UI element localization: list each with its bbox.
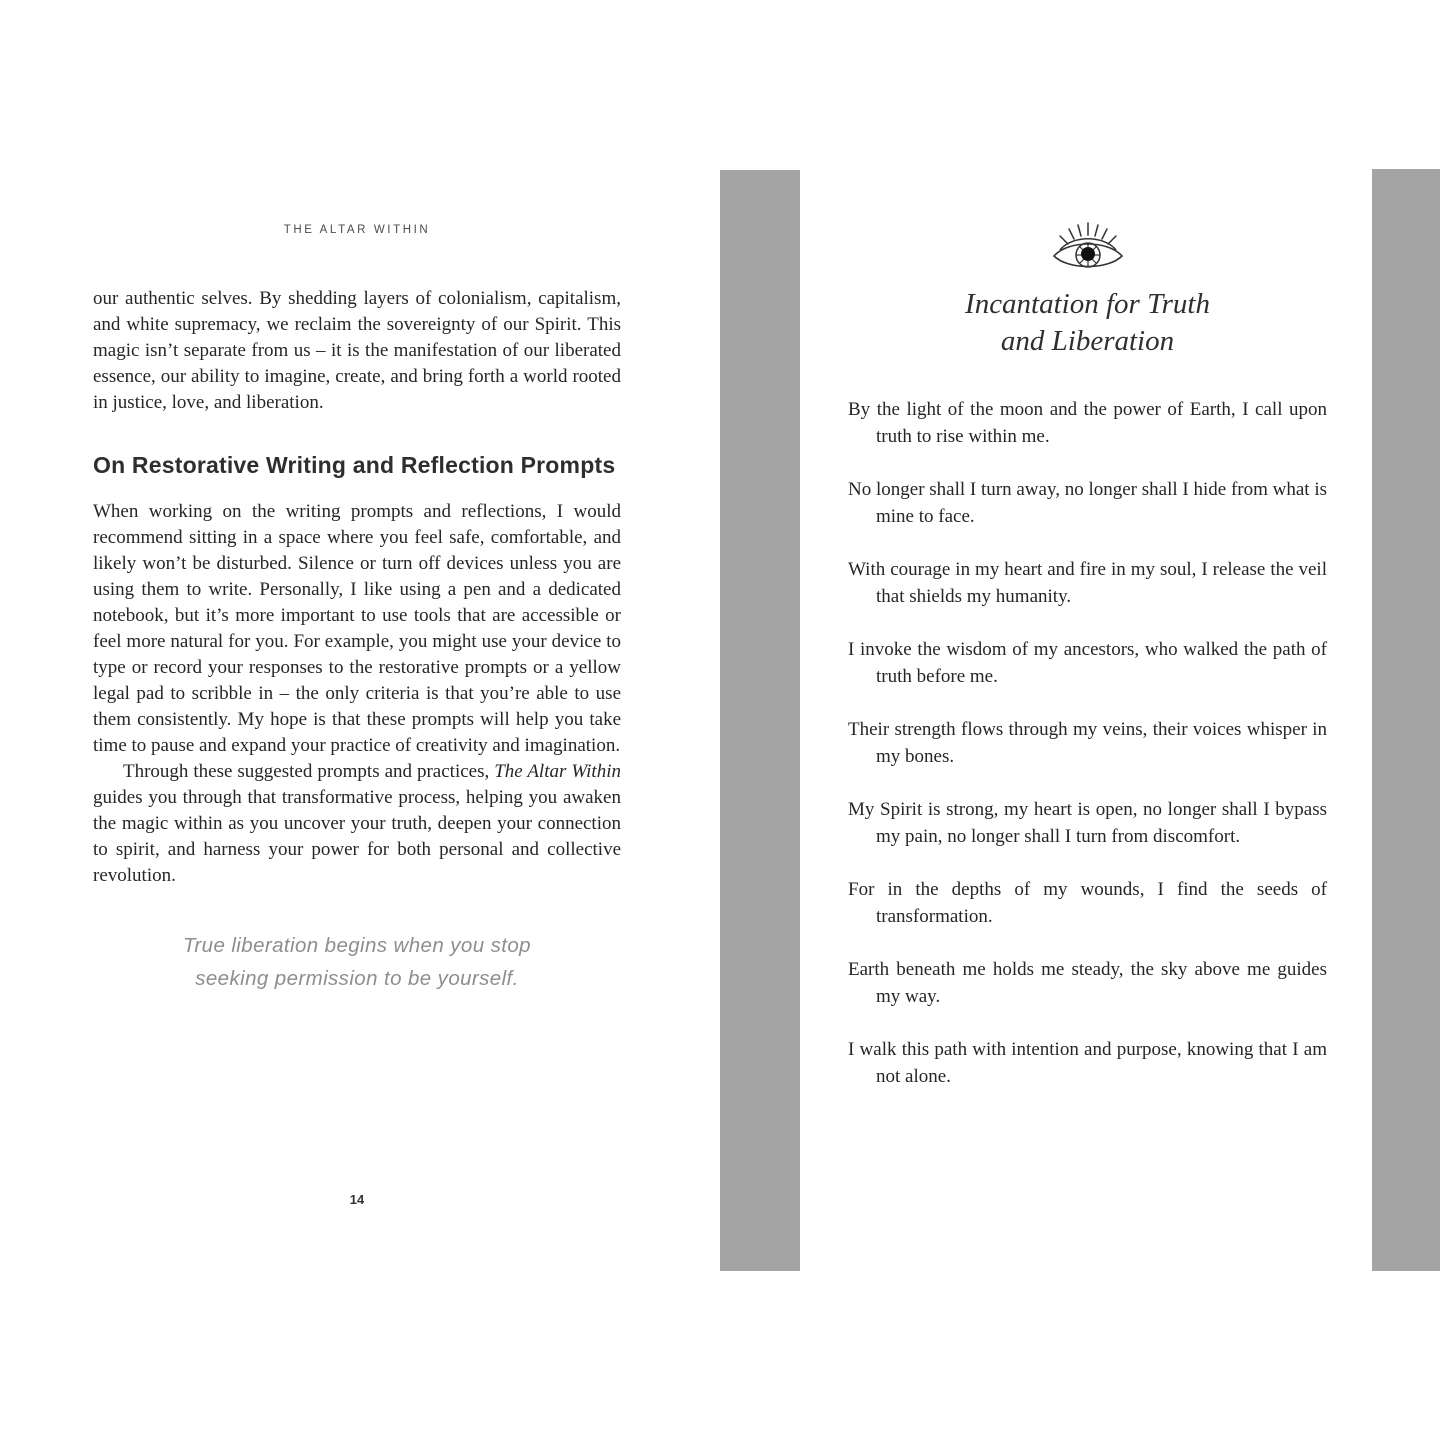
- incantation-stanza: With courage in my heart and fire in my soul, I release the veil that shields my humanity.: [848, 559, 1327, 607]
- left-page-paragraph-2: When working on the writing prompts and reflections, I would recommend sitting in a space where you feel safe, comfortable, and likely won’t be disturbed. Silence or turn off devices unless you are using them to write. Personally, I like using a pen and a dedicated notebook, but it’s more important to use tools that are accessible or feel more natural for you. For example, you might use your device to type or record your responses to the restorative prompts or a yellow legal pad to scribble in – the only criteria is that you’re able to use them consistently. My hope is that these prompts will help you take time to pause and expand your practice of creativity and imagination.: [93, 501, 621, 756]
- incantation-stanza: I walk this path with intention and purpose, knowing that I am not alone.: [848, 1039, 1327, 1087]
- eye-icon: [848, 218, 1327, 272]
- incantation-stanza: My Spirit is strong, my heart is open, no longer shall I bypass my pain, no longer shall I turn from discomfort.: [848, 799, 1327, 847]
- pull-quote-line-1: True liberation begins when you stop: [183, 934, 531, 957]
- incantation-stanza: No longer shall I turn away, no longer shall I hide from what is mine to face.: [848, 479, 1327, 527]
- section-heading: On Restorative Writing and Reflection Prompts: [93, 452, 616, 478]
- left-page-paragraph-3: [93, 759, 621, 889]
- incantation-stanza: Earth beneath me holds me steady, the sky above me guides my way.: [848, 959, 1327, 1007]
- incantation-stanza: I invoke the wisdom of my ancestors, who walked the path of truth before me.: [848, 639, 1327, 687]
- right-edge-gray-bar: [1372, 169, 1440, 1271]
- pull-quote: [93, 929, 621, 995]
- incantation-stanza: By the light of the moon and the power of Earth, I call upon truth to rise within me.: [848, 399, 1327, 447]
- left-page: [93, 224, 621, 995]
- paragraph-3-text-after: guides you through that transformative process, helping you awaken the magic within as you uncover your truth, deepen your connection to spirit, and harness your power for both personal and collective revolution.: [93, 787, 621, 886]
- left-page-paragraph-1: our authentic selves. By shedding layers of colonialism, capitalism, and white supremacy, we reclaim the sovereignty of our Spirit. This magic isn’t separate from us – it is the manifestation of our liberated essence, our ability to imagine, create, and bring forth a world rooted in justice, love, and liberation.: [93, 288, 621, 413]
- book-title-italic: The Altar Within: [494, 761, 621, 782]
- chapter-title: [848, 286, 1327, 360]
- page-number: 14: [349, 1192, 365, 1207]
- chapter-title-line-1: Incantation for Truth: [965, 288, 1210, 320]
- right-page: [848, 218, 1327, 1116]
- running-header: THE ALTAR WITHIN: [283, 224, 431, 236]
- gutter-gray-bar: [720, 170, 800, 1271]
- incantation-stanzas: [848, 396, 1327, 1090]
- pull-quote-line-2: seeking permission to be yourself.: [195, 967, 519, 990]
- paragraph-3-text-before: Through these suggested prompts and practices,: [123, 761, 495, 782]
- incantation-stanza: Their strength flows through my veins, their voices whisper in my bones.: [848, 719, 1327, 767]
- incantation-stanza: For in the depths of my wounds, I find the seeds of transformation.: [848, 879, 1327, 927]
- chapter-title-line-2: and Liberation: [1000, 325, 1175, 357]
